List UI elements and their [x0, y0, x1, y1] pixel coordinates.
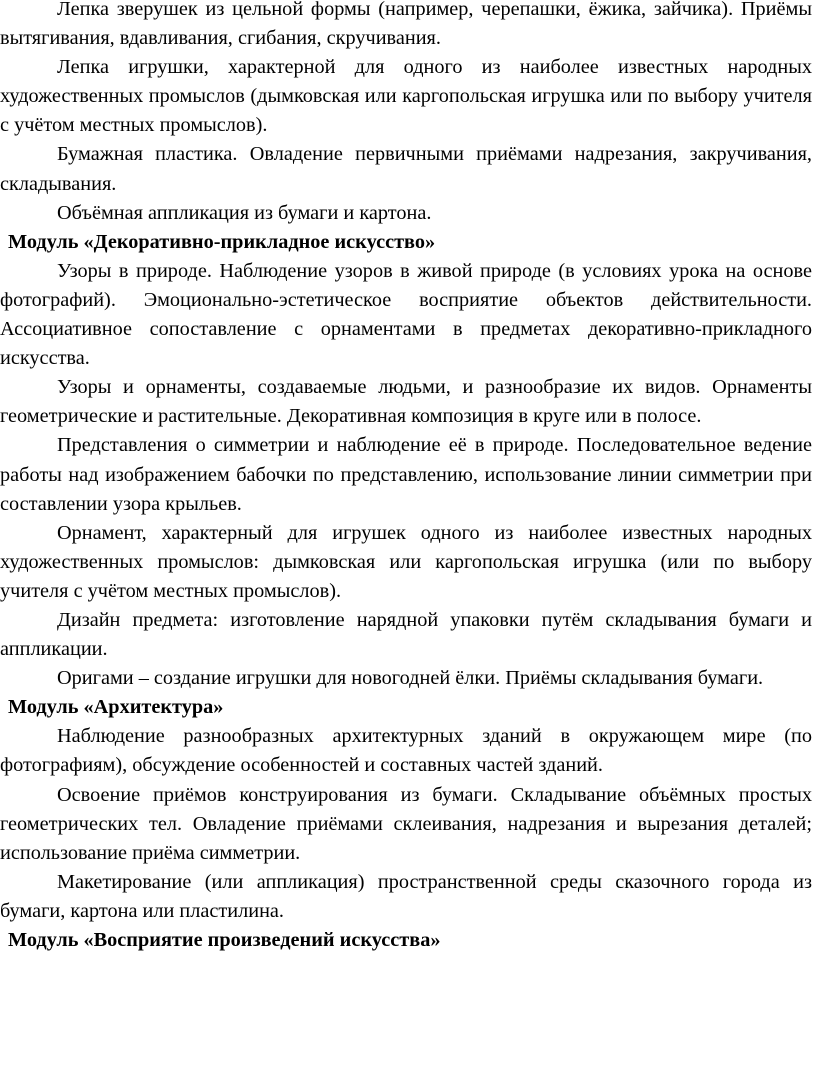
paragraph: Бумажная пластика. Овладение первичными приёмами надрезания, закручивания, складывания. [0, 143, 812, 195]
paragraph: Оригами – создание игрушки для новогодней ёлки. Приёмы складывания бумаги. [57, 667, 764, 690]
paragraph: Дизайн предмета: изготовление нарядной упаковки путём складывания бумаги и аппликации. [0, 608, 812, 661]
paragraph: Представления о симметрии и наблюдение её в природе. Последовательное ведение работы над изображением бабочки по представлению, использование линии симметрии при составлении узора крыльев. [0, 434, 812, 515]
section-heading: Модуль «Декоративно-прикладное искусство» [8, 230, 436, 253]
paragraph: Лепка игрушки, характерной для одного из наиболее известных народных художественных промыслов (дымковская или каргопольская игрушка или по выбору учителя с учётом местных промыслов). [0, 56, 812, 137]
section-heading: Модуль «Архитектура» [8, 696, 224, 719]
paragraph: Узоры в природе. Наблюдение узоров в живой природе (в условиях урока на основе фотографий). Эмоционально-эстетическое восприятие объектов действительности. Ассоциативное сопоставление с орнаментами в предметах декоративно-прикладного искусства. [0, 259, 812, 370]
paragraph: Наблюдение разнообразных архитектурных зданий в окружающем мире (по фотографиям), обсуждение особенностей и составных частей зданий. [0, 725, 812, 777]
section-heading: Модуль «Восприятие произведений искусства» [8, 929, 441, 951]
paragraph: Освоение приёмов конструирования из бумаги. Складывание объёмных простых геометрических тел. Овладение приёмами склеивания, надрезания и вырезания деталей; использование приёма симметрии. [0, 783, 812, 864]
paragraph: Объёмная аппликация из бумаги и картона. [57, 201, 432, 224]
paragraph: Орнамент, характерный для игрушек одного из наиболее известных народных художественных промыслов: дымковская или каргопольская игрушка (или по выбору учителя с учётом местных промыслов). [0, 521, 812, 602]
paragraph: Лепка зверушек из цельной формы (например, черепашки, ёжика, зайчика). Приёмы вытягивания, вдавливания, сгибания, скручивания. [0, 0, 812, 50]
paragraph: Узоры и орнаменты, создаваемые людьми, и разнообразие их видов. Орнаменты геометрические и растительные. Декоративная композиция в круге или в полосе. [0, 376, 812, 428]
paragraph: Макетирование (или аппликация) пространственной среды сказочного города из бумаги, картона или пластилина. [0, 870, 812, 922]
